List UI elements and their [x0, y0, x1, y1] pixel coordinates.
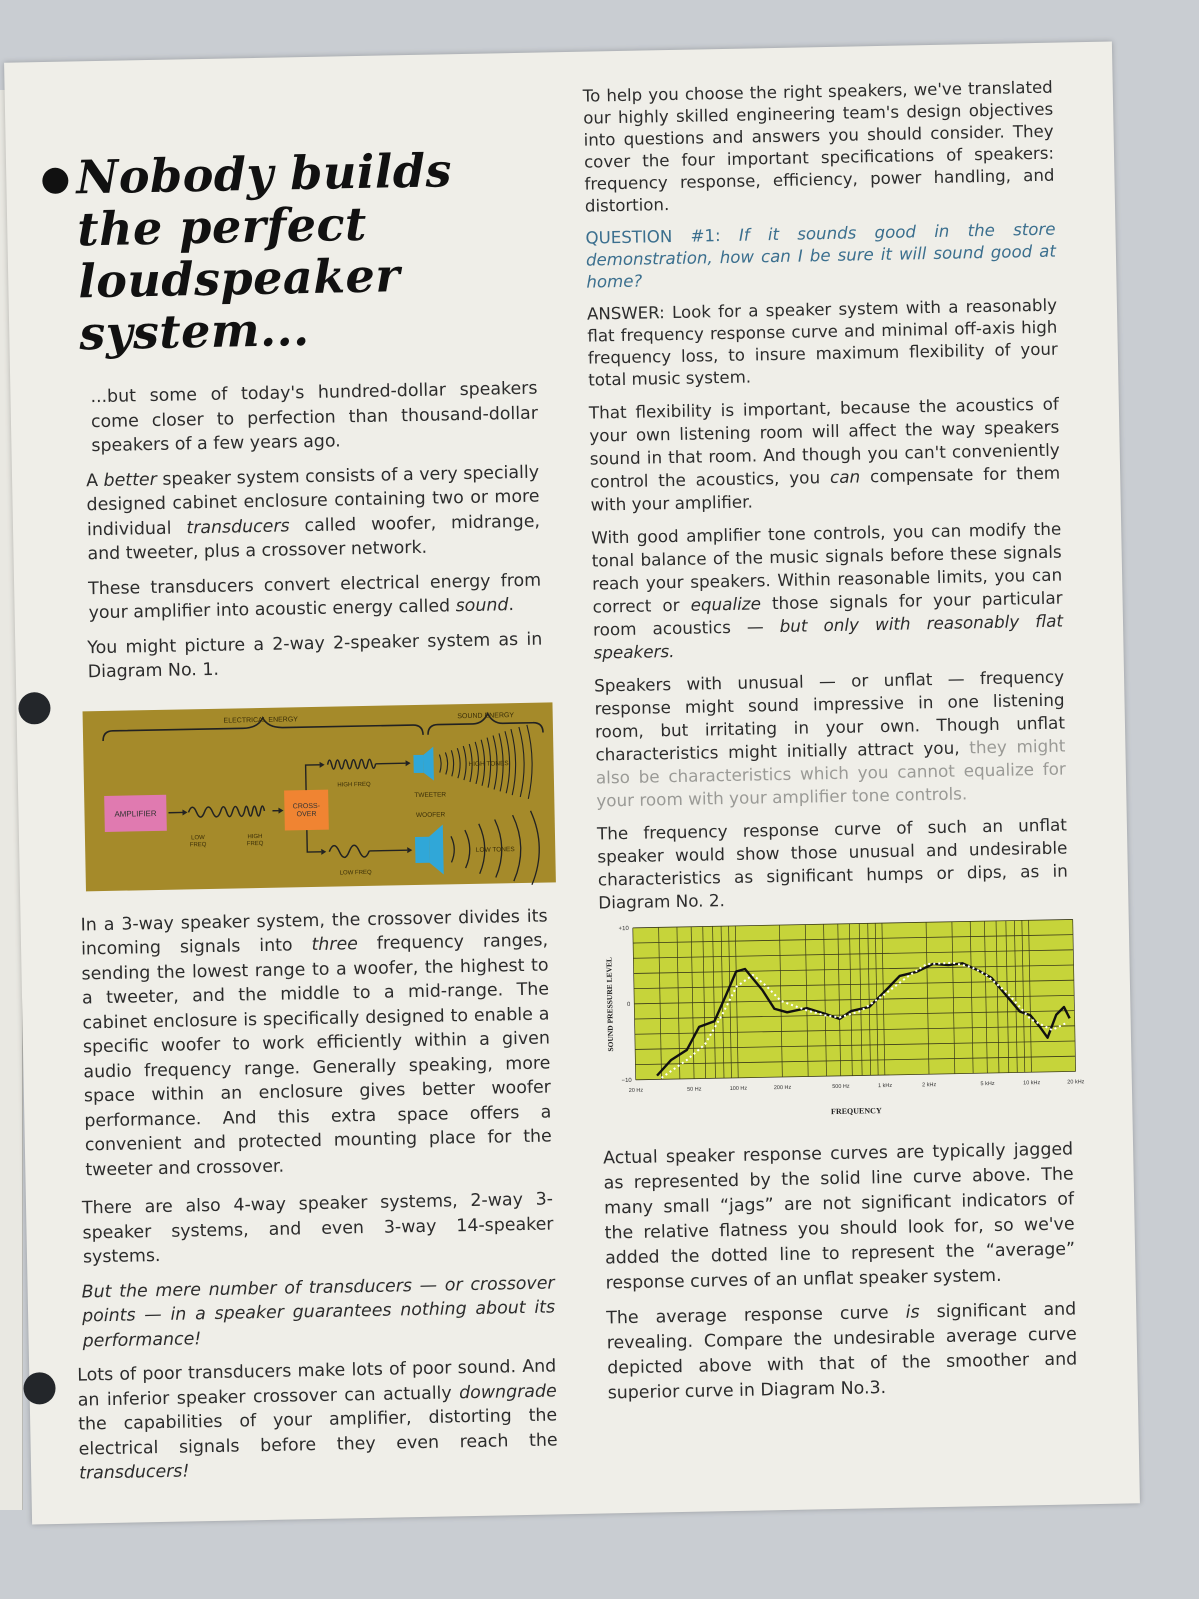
y-tick-label: −10 — [621, 1077, 632, 1085]
high-freq-label: HIGH — [247, 833, 263, 840]
text-faded: they might also be characteristics which you cannot equalize for your room with your amplifier tone controls. — [595, 735, 1067, 811]
paragraph: There are also 4-way speaker systems, 2-way 3-speaker systems, and even 3-way 14-speaker systems. — [81, 1189, 554, 1268]
paragraph — [77, 1354, 558, 1486]
text-italic: can — [829, 466, 861, 487]
paragraph — [594, 666, 1067, 813]
x-tick-label: 2 kHz — [922, 1082, 937, 1089]
arrow — [376, 763, 406, 764]
text: . — [508, 595, 515, 616]
brochure-page — [4, 41, 1140, 1524]
diagram-2-way-system — [83, 702, 556, 891]
x-tick-label: 20 kHz — [1067, 1079, 1085, 1086]
crossover-label: CROSS- — [292, 802, 321, 810]
paragraph: To help you choose the right speakers, we've translated our highly skilled engineering team's design objectives into questions and answers you should consider. They cover the four important specifications of speakers: frequency response, efficiency, power handling, and distortion. — [582, 77, 1055, 216]
text-italic: equalize — [690, 593, 762, 615]
binder-hole — [23, 1372, 56, 1405]
high-freq-label: FREQ — [246, 840, 264, 847]
x-tick-label: 200 Hz — [773, 1084, 792, 1092]
paragraph — [589, 393, 1061, 517]
electrical-energy-label: ELECTRICAL ENERGY — [223, 715, 299, 725]
x-tick-label: 50 Hz — [687, 1086, 702, 1093]
y-tick-label: 0 — [626, 1001, 631, 1008]
question-1 — [585, 219, 1056, 294]
text: In a 3-way speaker system, the crossover divides its incoming signals into — [80, 905, 548, 960]
left-column — [58, 143, 559, 1496]
x-tick-label: 1 kHz — [877, 1082, 893, 1090]
sound-energy-label: SOUND ENERGY — [457, 711, 515, 720]
x-tick-label: 5 kHz — [980, 1080, 995, 1088]
arrow — [369, 850, 407, 851]
text: Speakers with unusual — or unflat — frequency response might sound impressive in one listening room, but irritating in your own. Though unflat characteristics might initially attract you, — [593, 666, 1066, 765]
paragraph: You might picture a 2-way 2-speaker system as in Diagram No. 1. — [87, 629, 543, 683]
woofer-label: WOOFER — [415, 810, 446, 819]
text: With good amplifier tone controls, you can modify the tonal balance of the music signals before these signals reach your speakers. Within reasonable limits, you can correct or — [591, 518, 1063, 617]
y-tick-label: +10 — [618, 925, 629, 933]
woofer-icon — [415, 836, 429, 862]
text: Lots of poor transducers make lots of poor sound. And an inferior speaker crossover can actually — [77, 1356, 557, 1411]
crossover-label: OVER — [296, 810, 317, 818]
text-italic: better — [103, 469, 157, 491]
text: speaker system consists of a very specially designed cabinet enclosure containing two or more individual — [86, 462, 540, 540]
tweeter-label: TWEETER — [414, 790, 447, 799]
text-italic: downgrade — [458, 1380, 557, 1403]
text: These transducers convert electrical energy from your amplifier into acoustic energy called — [87, 570, 542, 624]
text-italic: three — [311, 934, 359, 956]
paragraph — [591, 518, 1064, 665]
paragraph: The frequency response curve of such an unflat speaker would show those unusual and undesirable characteristics as significant humps or dips, as in Diagram No. 2. — [596, 814, 1068, 913]
text-italic: sound — [455, 595, 509, 617]
text: called woofer, midrange, and tweeter, plus a crossover network. — [87, 511, 541, 565]
headline-line-4: system... — [78, 301, 311, 361]
paragraph — [64, 460, 541, 567]
text: A — [85, 470, 104, 491]
headline-line-2: the perfect — [76, 196, 368, 257]
low-freq-label: LOW — [191, 834, 205, 841]
low-freq-label: LOW FREQ — [339, 869, 372, 876]
paragraph — [66, 568, 542, 626]
bullet-icon — [42, 168, 68, 194]
headline-line-1: Nobody builds — [75, 143, 453, 205]
high-tones-label: HIGH TONES — [468, 759, 509, 768]
answer-paragraph: ANSWER: Look for a speaker system with a reasonably flat frequency response curve and minimal off-axis high frequency loss, to insure maximum flexibility of your total music system. — [586, 295, 1058, 390]
x-tick-label: 10 kHz — [1023, 1080, 1041, 1087]
text: significant and revealing. Compare the undesirable average curve depicted above with that of the smoother and superior curve in Diagram No.3. — [606, 1299, 1078, 1404]
intro-paragraph: ...but some of today's hundred-dollar speakers come closer to perfection than thousand-dollar speakers of a few years ago. — [90, 378, 539, 457]
question-text: If it sounds good in the store demonstration, how can I be sure it will sound good at home? — [585, 219, 1057, 292]
paragraph-italic: But the mere number of transducers — or crossover points — in a speaker guarantees nothing about its performance! — [81, 1272, 556, 1351]
low-tones-label: LOW TONES — [475, 845, 515, 854]
text: The average response curve — [606, 1302, 906, 1329]
text: frequency ranges, sending the lowest range to a woofer, the highest to a tweeter, and the middle to a mid-range. The cabinet enclosure is specifically designed to enable a specific woofer to work efficiently within a given audio frequency range. Generally speaking, more space within an enclosure gives better woofer performance. And this extra space offers a convenient and protected mounting place for the tweeter and crossover. — [81, 930, 552, 1180]
text-italic: is — [905, 1302, 920, 1323]
high-freq-label: HIGH FREQ — [337, 781, 371, 789]
amplifier-label: AMPLIFIER — [114, 808, 157, 819]
frequency-response-chart — [599, 915, 1085, 1124]
question-label: QUESTION #1: — [585, 225, 740, 248]
x-tick-label: 20 Hz — [628, 1087, 644, 1094]
text: the capabilities of your amplifier, distorting the electrical signals before they even reach the — [78, 1405, 558, 1460]
text-italic: transducers! — [78, 1461, 190, 1484]
x-axis-label: FREQUENCY — [830, 1106, 882, 1117]
headline — [76, 143, 537, 360]
text: That flexibility is important, because the acoustics of your own listening room will affect the way speakers sound in that room. And though you can't conveniently control the acoustics, you — [588, 393, 1060, 492]
binder-hole — [18, 692, 51, 725]
right-column — [582, 77, 1085, 1417]
paragraph — [72, 904, 552, 1183]
headline-line — [76, 143, 534, 204]
x-tick-label: 500 Hz — [832, 1083, 850, 1091]
text: those signals for your particular room acoustics — — [592, 587, 1063, 640]
text-italic: transducers — [186, 515, 290, 538]
text-italic: but only with reasonably flat speakers. — [593, 610, 1064, 663]
low-freq-label: FREQ — [189, 841, 207, 848]
headline-line-3: loudspeaker — [77, 248, 401, 309]
x-tick-label: 100 Hz — [729, 1085, 748, 1093]
tweeter-icon — [413, 754, 423, 772]
text: compensate for them with your amplifier. — [590, 462, 1061, 515]
y-axis-label: SOUND PRESSURE LEVEL — [604, 956, 616, 1052]
paragraph — [606, 1297, 1078, 1406]
paragraph: Actual speaker response curves are typically jagged as represented by the solid line curve above. The many small “jags” are not significant indicators of the relative flatness you should look for, so we've added the dotted line to represent the “average” response curves of an unflat speaker system. — [603, 1139, 1076, 1294]
